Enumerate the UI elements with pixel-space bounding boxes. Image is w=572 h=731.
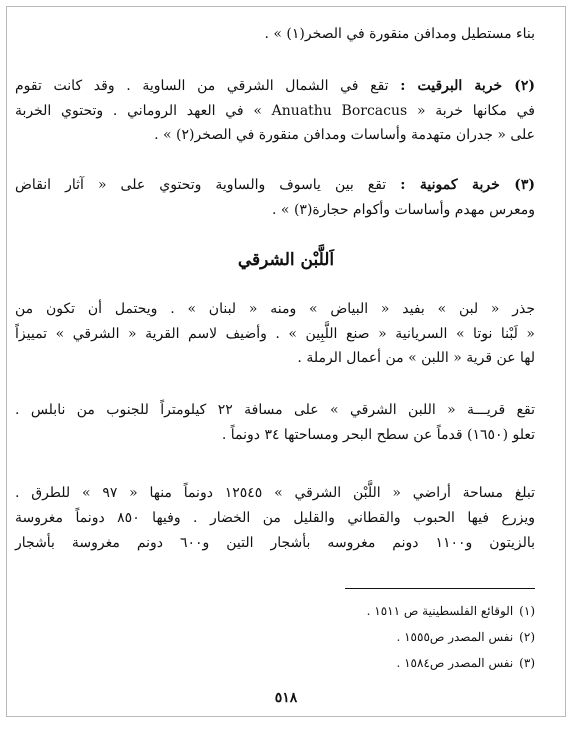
- text-line: جذر « لبن » بفيد « البياض » ومنه « لبنان » . ويحتمل أن تكون من: [15, 301, 535, 317]
- text-line: ومعرس مهدم وأساسات وأكوام حجارة(٣) » .: [272, 202, 535, 218]
- footnote-text: الوقائع الفلسطينية ص ١٥١١ .: [366, 604, 514, 618]
- footnote-text: نفس المصدر ص١٥٥٥ .: [396, 630, 514, 644]
- text-line: (٢) خربة البرقيت : تقع في الشمال الشرقي من الساوية . وقد كانت تقوم: [15, 78, 536, 94]
- text-line: (٣) خربة كمونية : تقع بين ياسوف والساوية وتحتوي على « آثار انقاض: [15, 177, 535, 193]
- document-page: [6, 6, 566, 717]
- text-line: ويزرع فيها الحبوب والقطاني والقليل من الخضار . وفيها ٨٥٠ دونماً مغروسة: [15, 510, 535, 526]
- page-number: ٥١٨: [274, 690, 298, 706]
- text-line: بناء مستطيل ومدافن منقورة في الصخر(١) » .: [264, 26, 535, 42]
- text-line: « لَبْنا نوتا » السريانية « صنع اللَّبِين » . وأضيف لاسم القرية « الشرقي » تمييزاً: [15, 326, 535, 342]
- text-line: لها عن قرية « اللبن » من أعمال الرملة .: [297, 350, 535, 366]
- footnote: [107, 602, 535, 620]
- footnote-number: (٣): [519, 656, 535, 670]
- text-line: تقع قريـــة « اللبن الشرقي » على مسافة ٢٢ كيلومتراً للجنوب من نابلس .: [15, 402, 535, 418]
- text-line: بالزيتون و١١٠٠ دونم مغروسه بأشجار التين و٦٠٠ دونم مغروسة بأشجار: [15, 535, 536, 551]
- footnote: [107, 654, 535, 672]
- footnote-number: (٢): [519, 630, 535, 644]
- footnote-text: نفس المصدر ص١٥٨٤ .: [396, 656, 514, 670]
- text-line: في مكانها خربة « Anuathu Borcacus » في العهد الروماني . وتحتوي الخربة: [15, 103, 535, 119]
- footnote-divider: [345, 588, 535, 589]
- text-line: تعلو (١٦٥٠) قدماً عن سطح البحر ومساحتها ٣٤ دونماً .: [221, 427, 535, 443]
- footnote: [107, 628, 535, 646]
- text-line: تبلغ مساحة أراضي « اللَّبْن الشرقي » ١٢٥٤٥ دونماً منها « ٩٧ » للطرق .: [15, 485, 535, 501]
- text-line: على « جدران متهدمة وأساسات ومدافن منقورة في الصخر(٢) » .: [154, 127, 535, 143]
- section-heading: اَللَّبْن الشرقي: [237, 250, 335, 270]
- footnote-number: (١): [519, 604, 535, 618]
